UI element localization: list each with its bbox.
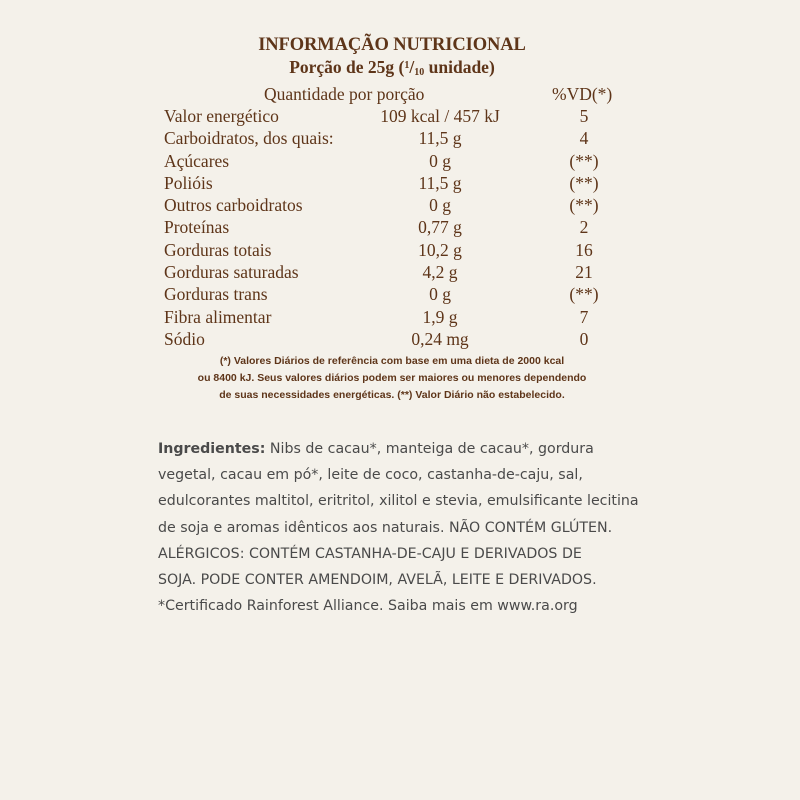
nutrient-daily-value: 2: [579, 217, 589, 238]
nutrient-name: Açúcares: [164, 150, 230, 171]
ingredients-line: [158, 436, 628, 462]
ingredients-label: Ingredientes:: [158, 441, 266, 457]
nutrient-name: Carboidratos, dos quais:: [164, 128, 334, 149]
nutrient-quantity: 109 kcal / 457 kJ: [380, 106, 500, 126]
nutrient-row: [160, 127, 640, 149]
allergens-line: SOJA. PODE CONTER AMENDOIM, AVELÃ, LEITE E DERIVADOS.: [158, 572, 597, 589]
nutrient-quantity: 0,77 g: [418, 217, 462, 238]
nutrient-quantity: 0 g: [429, 284, 451, 305]
nutrient-daily-value: 0: [579, 328, 589, 349]
portion-slash: /: [409, 57, 415, 77]
portion-denominator: 10: [414, 67, 425, 78]
nutrient-name: Gorduras saturadas: [164, 262, 299, 283]
nutrient-name: Sódio: [164, 328, 205, 349]
nutrient-quantity: 0 g: [429, 150, 451, 171]
nutrition-rows: [160, 105, 640, 350]
nutrient-daily-value: 16: [575, 239, 593, 260]
nutrient-name: Proteínas: [164, 217, 230, 238]
ingredients-section: [158, 436, 639, 619]
daily-value-header: %VD(*): [552, 84, 613, 104]
daily-value-footnote: [160, 353, 624, 404]
ingredients-line: vegetal, cacau em pó*, leite de coco, castanha-de-caju, sal,: [158, 467, 583, 484]
nutrient-daily-value: 21: [575, 262, 593, 283]
nutrient-row: [160, 216, 640, 238]
nutrient-name: Gorduras trans: [164, 284, 268, 305]
nutrient-quantity: 4,2 g: [422, 262, 458, 283]
footnote-line: (*) Valores Diários de referência com base em uma dieta de 2000 kcal: [219, 355, 565, 368]
nutrient-quantity: 0,24 mg: [411, 328, 469, 349]
nutrient-name: Polióis: [164, 172, 213, 193]
nutrient-quantity: 0 g: [429, 195, 451, 216]
nutrient-row: [160, 283, 640, 305]
nutrient-daily-value: (**): [569, 172, 599, 193]
nutrition-facts-table: [160, 34, 640, 404]
nutrition-title: INFORMAÇÃO NUTRICIONAL: [258, 35, 526, 55]
nutrient-name: Valor energético: [164, 106, 279, 126]
nutrient-quantity: 10,2 g: [418, 239, 462, 260]
nutrient-row: [160, 328, 640, 350]
nutrient-row: [160, 172, 640, 194]
nutrient-daily-value: 7: [579, 306, 589, 327]
nutrient-daily-value: (**): [569, 284, 599, 305]
quantity-header: Quantidade por porção: [264, 84, 425, 104]
ingredients-line: edulcorantes maltitol, eritritol, xilitol e stevia, emulsificante lecitina: [158, 493, 639, 510]
footnote-line: ou 8400 kJ. Seus valores diários podem ser maiores ou menores dependendo: [197, 372, 587, 385]
certification-line: *Certificado Rainforest Alliance. Saiba mais em www.ra.org: [158, 598, 578, 615]
portion-suffix: unidade): [424, 57, 495, 77]
nutrient-daily-value: 4: [579, 128, 589, 149]
nutrient-name: Fibra alimentar: [164, 306, 272, 327]
portion-prefix: Porção de 25g (: [289, 57, 405, 77]
nutrition-header-row: [160, 83, 640, 105]
allergens-line: ALÉRGICOS: CONTÉM CASTANHA-DE-CAJU E DERIVADOS DE: [158, 545, 582, 562]
nutrient-daily-value: (**): [569, 150, 599, 171]
nutrient-quantity: 11,5 g: [418, 128, 462, 149]
nutrient-row: [160, 150, 640, 172]
nutrient-daily-value: (**): [569, 195, 599, 216]
ingredients-text: Nibs de cacau*, manteiga de cacau*, gordura: [265, 441, 594, 457]
nutrient-quantity: 1,9 g: [422, 306, 458, 327]
nutrient-quantity: 11,5 g: [418, 172, 462, 193]
portion-numerator: 1: [404, 60, 410, 71]
nutrient-name: Gorduras totais: [164, 239, 272, 260]
nutrient-daily-value: 5: [579, 106, 589, 126]
nutrient-row: [160, 105, 640, 127]
nutrient-row: [160, 261, 640, 283]
footnote-line: de suas necessidades energéticas. (**) Valor Diário não estabelecido.: [219, 389, 565, 402]
nutrient-row: [160, 194, 640, 216]
nutrient-row: [160, 306, 640, 328]
nutrient-row: [160, 239, 640, 261]
portion-size: [160, 56, 624, 83]
nutrient-name: Outros carboidratos: [164, 195, 303, 216]
ingredients-line: de soja e aromas idênticos aos naturais. NÃO CONTÉM GLÚTEN.: [158, 519, 613, 536]
